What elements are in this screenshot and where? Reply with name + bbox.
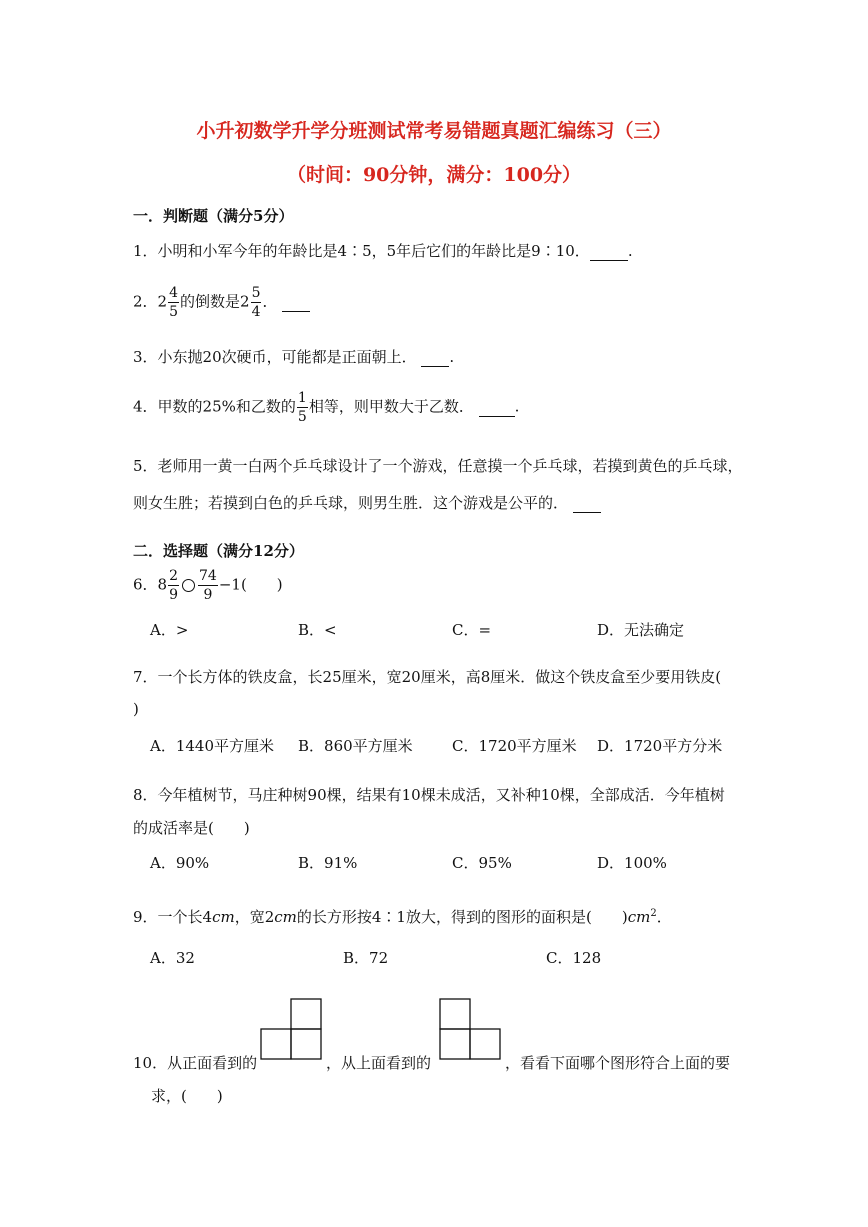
q9-option-a[interactable]: A．32 [150,949,195,967]
fraction [168,286,179,319]
question-3 [133,346,454,367]
q6-option-d[interactable]: D．无法确定 [597,621,685,639]
q7-option-c[interactable]: C．1720平方厘米 [452,737,577,755]
q8-option-b[interactable]: B．91% [298,854,358,872]
question-4-prefix: 4．甲数的25%和乙数的 [133,397,296,416]
question-4-end: . [514,397,520,416]
q7-option-b[interactable]: B．860平方厘米 [298,737,413,755]
question-5-line-2 [133,492,601,513]
page-subtitle: （时间：90分钟，满分：100分） [286,164,582,186]
question-8-line-1: 8．今年植树节，马庄种树90棵，结果有10棵未成活，又补种10棵，全部成活．今年植树 [133,786,725,804]
q9-option-b[interactable]: B．72 [343,949,389,967]
q9-option-c[interactable]: C．128 [546,949,602,967]
q8-option-d[interactable]: D．100% [597,854,667,872]
fraction-numerator: 2 [169,568,179,584]
fraction [168,569,179,602]
answer-blank[interactable] [590,242,628,261]
q6-option-b[interactable]: B．< [298,621,337,639]
question-9-suffix: ． [656,908,672,926]
fraction [297,391,308,424]
question-2-suffix: ． [262,292,278,311]
question-10-part-2: ，从上面看到的 [326,1054,432,1072]
question-7-line-2: ) [133,700,139,718]
question-5-text: 则女生胜；若摸到白色的乒乓球，则男生胜．这个游戏是公平的． [133,494,569,512]
question-4 [133,391,519,424]
q8-option-c[interactable]: C．95% [452,854,512,872]
answer-blank[interactable] [573,494,601,513]
question-10-line-2: 求，( ) [151,1087,223,1105]
fraction-numerator: 5 [251,285,261,301]
q7-option-a[interactable]: A．1440平方厘米 [150,737,275,755]
question-1-text: 1．小明和小军今年的年龄比是4∶5，5年后它们的年龄比是9∶10． [133,242,590,260]
answer-blank[interactable] [479,398,515,417]
fraction-denominator: 9 [169,587,179,603]
exponent: 2 [650,908,657,919]
fraction [251,286,262,319]
page-title: 小升初数学升学分班测试常考易错题真题汇编练习（三） [196,120,672,142]
question-3-text: 3．小东抛20次硬币，可能都是正面朝上． [133,348,417,366]
fraction-numerator: 74 [199,568,217,584]
compare-circle-icon[interactable] [182,579,195,592]
q6-option-a[interactable]: A．> [150,621,189,639]
question-3-end: . [449,348,455,366]
fraction-numerator: 1 [297,390,307,406]
q8-option-a[interactable]: A．90% [150,854,210,872]
question-9-prefix: 9．一个长4 [133,908,213,926]
question-9 [133,906,672,927]
question-4-suffix: 相等，则甲数大于乙数． [308,397,474,416]
answer-blank[interactable] [421,348,449,367]
top-view-figure [438,998,502,1062]
q7-option-d[interactable]: D．1720平方分米 [597,737,723,755]
section-heading-judgment: 一．判断题（满分5分） [133,207,294,225]
question-7-line-1: 7．一个长方体的铁皮盒，长25厘米，宽20厘米，高8厘米．做这个铁皮盒至少要用铁皮( [133,668,722,686]
question-2-middle: 的倒数是2 [180,292,250,311]
question-6-suffix: −1( ) [218,575,283,594]
question-2-prefix: 2．2 [133,292,168,311]
section-heading-choice: 二．选择题（满分12分） [133,542,304,560]
unit: cm [274,908,297,926]
unit: cm [212,908,235,926]
question-1-end: . [627,242,633,260]
fraction-denominator: 5 [169,304,179,320]
fraction-denominator: 5 [297,409,307,425]
question-9-middle-1: ，宽2 [234,908,275,926]
fraction-denominator: 4 [251,304,261,320]
question-9-middle-2: 的长方形按4∶1放大，得到的图形的面积是( ) [296,908,628,926]
q6-option-c[interactable]: C．= [452,621,492,639]
fraction-numerator: 4 [169,285,179,301]
unit: cm [627,908,651,926]
answer-blank[interactable] [282,293,310,312]
fraction [198,569,218,602]
question-10-part-3: ，看看下面哪个图形符合上面的要 [505,1054,731,1072]
question-6-prefix: 6．8 [133,575,168,594]
question-1 [133,240,633,261]
question-10-part-1: 10．从正面看到的 [133,1054,258,1072]
front-view-figure [259,998,323,1062]
question-2 [133,286,310,319]
question-8-line-2: 的成活率是( ) [133,819,250,837]
fraction-denominator: 9 [203,587,213,603]
question-6 [133,569,283,602]
question-5-line-1: 5．老师用一黄一白两个乒乓球设计了一个游戏，任意摸一个乒乓球，若摸到黄色的乒乓球， [133,457,743,475]
